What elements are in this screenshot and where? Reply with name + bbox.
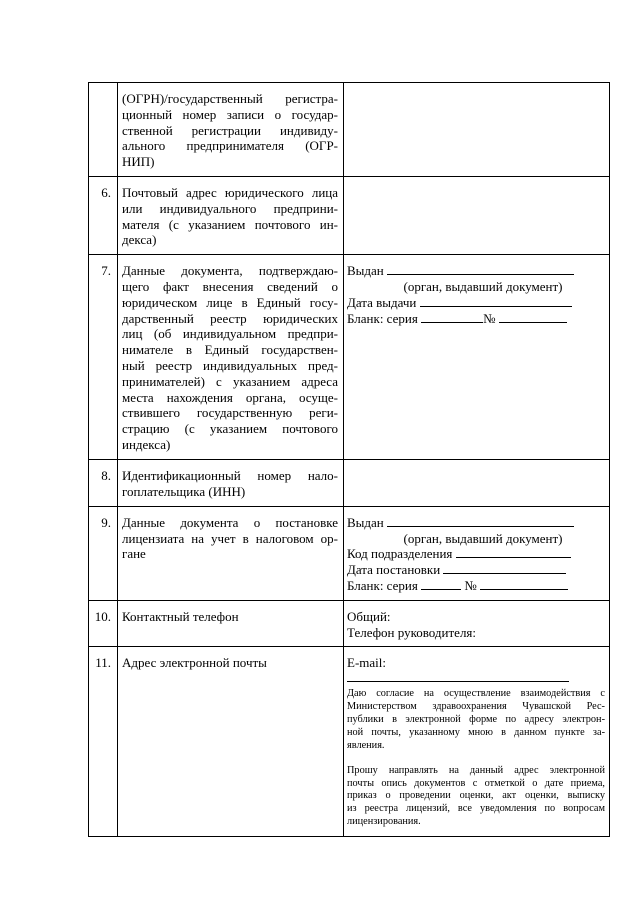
row-label: [118, 647, 344, 837]
form-series-field[interactable]: [421, 578, 461, 590]
label-line: страцию (с указанием почтового: [122, 421, 338, 437]
row-number: 6.: [89, 176, 118, 254]
label-line: Идентификационный номер нало-: [122, 468, 338, 484]
issued-by-field[interactable]: [387, 263, 574, 275]
email-label: E-mail:: [347, 655, 386, 671]
row-label: [118, 506, 344, 600]
registration-date-field[interactable]: [443, 562, 566, 574]
label-line: щего факт внесения сведений о: [122, 278, 338, 294]
form-series-field[interactable]: [421, 311, 483, 323]
number-sign: №: [483, 310, 496, 326]
head-phone-label: Телефон руководителя:: [347, 624, 477, 640]
tax-registration-cell: [344, 506, 610, 600]
request-line: приказ о проведении оценки, акт оценки, выписку: [347, 790, 605, 802]
issued-by-field[interactable]: [387, 515, 574, 527]
row-number: 8.: [89, 460, 118, 507]
table-row: [89, 255, 610, 460]
label-line: Данные документа, подтверждаю-: [122, 263, 338, 279]
issued-line: [347, 263, 605, 279]
value-cell[interactable]: [344, 83, 610, 177]
label-line: нимателе в Единый государствен-: [122, 342, 338, 358]
row-label: [118, 83, 344, 177]
label-line: ственной регистрации индивиду-: [122, 122, 338, 138]
issued-caption: (орган, выдавший документ): [403, 530, 563, 546]
contact-phone-cell[interactable]: [344, 600, 610, 647]
row-number: 11.: [89, 647, 118, 837]
form-number-field[interactable]: [480, 578, 568, 590]
email-field[interactable]: [347, 671, 569, 682]
inn-field[interactable]: [344, 460, 610, 507]
request-line: лицензирования.: [347, 816, 421, 828]
request-line: Прошу направлять на данный адрес электронной: [347, 764, 605, 776]
label-line: Адрес электронной почты: [122, 655, 267, 671]
registration-date-line: [347, 562, 605, 578]
division-code-field[interactable]: [456, 546, 571, 558]
label-line: Почтовый адрес юридического лица: [122, 184, 338, 200]
row-label: [118, 255, 344, 460]
issue-date-field[interactable]: [420, 295, 572, 307]
division-code-label: Код подразделения: [347, 546, 453, 562]
consent-line: ной почты, указанному мною в данном пункте за-: [347, 726, 605, 738]
label-line: лиц (об индивидуальном предпри-: [122, 326, 338, 342]
row-number: 9.: [89, 506, 118, 600]
table-row: [89, 176, 610, 254]
label-line: индекса): [122, 436, 171, 452]
label-line: (ОГРН)/государственный регистра-: [122, 91, 338, 106]
request-line: из реестра лицензий, все уведомления по вопросам: [347, 803, 605, 815]
form-number-field[interactable]: [499, 311, 567, 323]
label-line: мателя (с указанием почтового ин-: [122, 216, 338, 232]
form-series-label: Бланк: серия: [347, 310, 418, 326]
form-series-label: Бланк: серия: [347, 577, 418, 593]
consent-line: Даю согласие на осуществление взаимодействия с: [347, 688, 605, 700]
table-row: [89, 647, 610, 837]
issued-line: [347, 515, 605, 531]
table-row: [89, 460, 610, 507]
consent-line: Министерством здравоохранения Чувашской Рес-: [347, 701, 605, 713]
consent-line: явления.: [347, 739, 385, 751]
label-line: или индивидуального предприни-: [122, 200, 338, 216]
label-line: гоплательщика (ИНН): [122, 483, 246, 499]
row-number: 7.: [89, 255, 118, 460]
label-line: декса): [122, 232, 157, 248]
table-row: [89, 600, 610, 647]
issue-date-label: Дата выдачи: [347, 294, 417, 310]
label-line: ционный номер записи о государ-: [122, 106, 338, 122]
division-code-line: [347, 546, 605, 562]
row-number: [89, 83, 118, 177]
label-line: дарственный реестр юридических: [122, 310, 338, 326]
consent-line: публики в электронной форме по адресу электрон-: [347, 713, 605, 725]
label-line: ального предпринимателя (ОГР-: [122, 138, 338, 154]
label-line: ный реестр индивидуальных пред-: [122, 357, 338, 373]
application-form-table: [88, 82, 610, 837]
label-line: гане: [122, 546, 146, 562]
label-line: принимателей) с указанием адреса: [122, 373, 338, 389]
label-line: ствившего государственную реги-: [122, 405, 338, 421]
label-line: юридическом лице в Единый госу-: [122, 294, 338, 310]
email-cell: [344, 647, 610, 837]
row-label: [118, 460, 344, 507]
general-phone-label: Общий:: [347, 608, 391, 624]
consent-text: [347, 688, 605, 829]
row-number: 10.: [89, 600, 118, 647]
number-sign: №: [464, 577, 477, 593]
table-row: [89, 83, 610, 177]
label-line: Контактный телефон: [122, 608, 239, 624]
table-row: [89, 506, 610, 600]
issued-label: Выдан: [347, 514, 384, 530]
row-label: [118, 176, 344, 254]
issued-caption: (орган, выдавший документ): [403, 278, 563, 294]
registry-document-cell: [344, 255, 610, 460]
postal-address-field[interactable]: [344, 176, 610, 254]
form-series-line: [347, 311, 605, 327]
label-line: НИП): [122, 154, 155, 170]
issued-label: Выдан: [347, 263, 384, 279]
label-line: лицензиата на учет в налоговом ор-: [122, 530, 338, 546]
request-line: почты опись документов с отметкой о дате приема,: [347, 777, 605, 789]
registration-date-label: Дата постановки: [347, 562, 441, 578]
label-line: места нахождения органа, осуще-: [122, 389, 338, 405]
issue-date-line: [347, 295, 605, 311]
label-line: Данные документа о постановке: [122, 514, 338, 530]
row-label: [118, 600, 344, 647]
form-series-line: [347, 578, 605, 594]
